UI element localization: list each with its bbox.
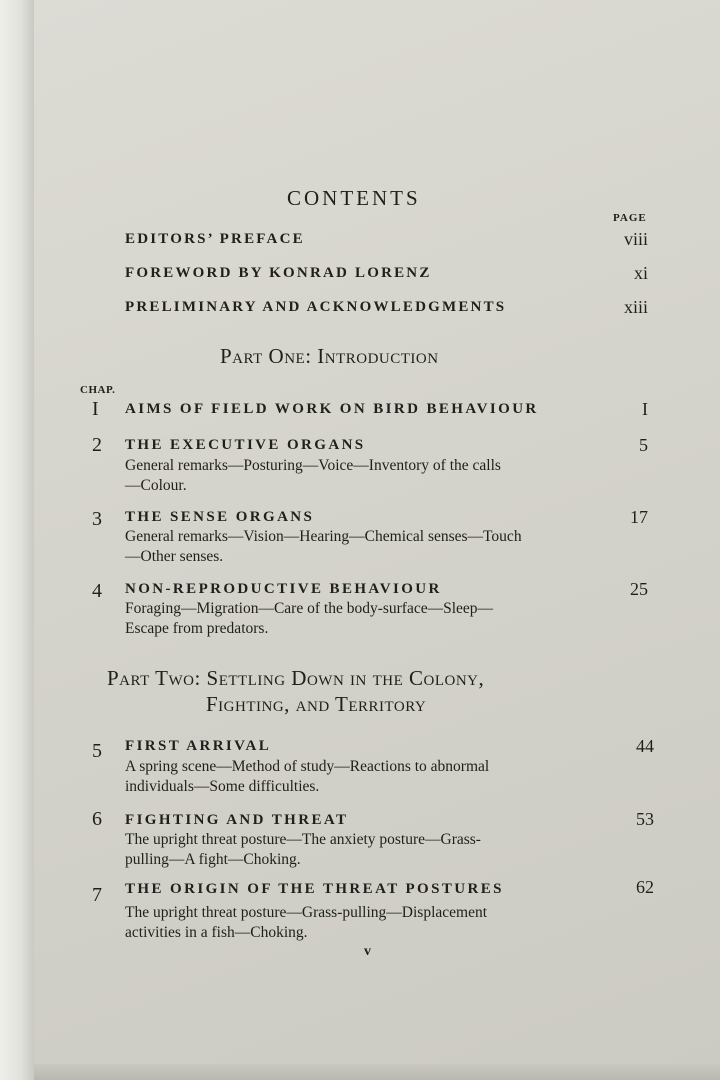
chapter-description: Foraging—Migration—Care of the body-surface—Sleep— bbox=[125, 600, 494, 617]
chapter-description: —Other senses. bbox=[125, 548, 224, 565]
chapter-number: 6 bbox=[92, 808, 102, 830]
chapter-page: 25 bbox=[630, 579, 648, 599]
chapter-page: 17 bbox=[630, 507, 648, 527]
chapter-number: 5 bbox=[92, 740, 102, 762]
chapter-description: A spring scene—Method of study—Reactions to abnormal bbox=[125, 758, 490, 775]
fm-title-foreword: FOREWORD BY KONRAD LORENZ bbox=[125, 265, 432, 281]
chapter-page: 44 bbox=[636, 736, 654, 756]
page-number-footer: v bbox=[364, 944, 371, 959]
chapter-number: 7 bbox=[92, 884, 102, 906]
chapter-description: activities in a fish—Choking. bbox=[125, 924, 308, 941]
chapter-description: Escape from predators. bbox=[125, 620, 269, 637]
chapter-page: I bbox=[642, 399, 648, 419]
contents-title: CONTENTS bbox=[287, 186, 421, 210]
fm-page-preface: viii bbox=[623, 229, 648, 249]
chapter-description: individuals—Some difficulties. bbox=[125, 778, 320, 795]
chapter-page: 5 bbox=[639, 435, 648, 455]
chapter-number: I bbox=[92, 398, 99, 420]
chapter-description: pulling—A fight—Choking. bbox=[125, 851, 301, 868]
chapter-page: 62 bbox=[636, 877, 654, 897]
chapter-title: NON-REPRODUCTIVE BEHAVIOUR bbox=[125, 581, 442, 597]
chapter-number: 2 bbox=[92, 434, 102, 456]
chapter-description: The upright threat posture—Grass-pulling—Displacement bbox=[125, 904, 488, 921]
fm-title-preliminary: PRELIMINARY AND ACKNOWLEDGMENTS bbox=[125, 299, 507, 315]
chapter-number: 3 bbox=[92, 508, 102, 530]
chapter-title: THE SENSE ORGANS bbox=[125, 509, 315, 525]
chapter-description: General remarks—Vision—Hearing—Chemical senses—Touch bbox=[125, 528, 522, 545]
chapter-title: AIMS OF FIELD WORK ON BIRD BEHAVIOUR bbox=[125, 401, 539, 417]
part-two-heading-line2: Fighting, and Territory bbox=[206, 692, 427, 716]
chapter-title: THE EXECUTIVE ORGANS bbox=[125, 437, 366, 453]
part-one-heading: Part One: Introduction bbox=[220, 344, 439, 368]
chapter-description: —Colour. bbox=[125, 477, 187, 494]
fm-title-preface: EDITORS’ PREFACE bbox=[125, 231, 305, 247]
chapter-title: FIRST ARRIVAL bbox=[125, 738, 272, 754]
chap-column-label: CHAP. bbox=[80, 384, 116, 396]
book-left-margin bbox=[0, 0, 34, 1080]
chapter-description: The upright threat posture—The anxiety posture—Grass- bbox=[125, 831, 481, 848]
chapter-description: General remarks—Posturing—Voice—Inventory of the calls bbox=[125, 457, 501, 474]
page-bottom-edge bbox=[34, 1064, 720, 1080]
chapter-title: THE ORIGIN OF THE THREAT POSTURES bbox=[125, 881, 504, 897]
fm-page-preliminary: xiii bbox=[623, 297, 648, 317]
chapter-title: FIGHTING AND THREAT bbox=[125, 812, 349, 828]
page-column-label: PAGE bbox=[613, 212, 647, 224]
part-two-heading-line1: Part Two: Settling Down in the Colony, bbox=[107, 666, 485, 690]
fm-page-foreword: xi bbox=[633, 263, 648, 283]
chapter-page: 53 bbox=[636, 809, 654, 829]
chapter-number: 4 bbox=[92, 580, 102, 602]
